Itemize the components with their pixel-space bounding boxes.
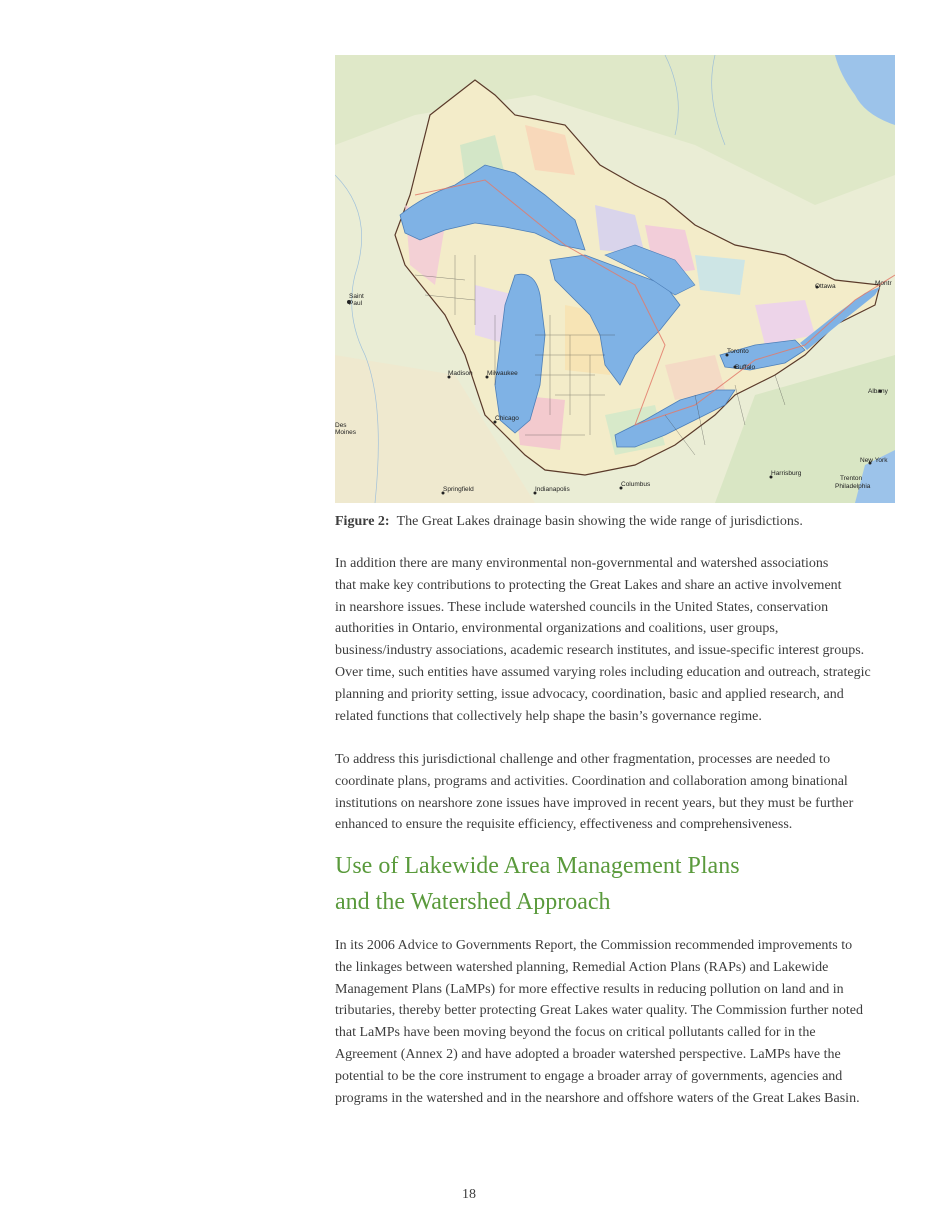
text-line: coordinate plans, programs and activities. Coordination and collaboration among binational: [335, 773, 848, 789]
text-line: planning and priority setting, issue advocacy, coordination, basic and applied research, and: [335, 686, 844, 702]
map-label-saint-paul: Saint Paul: [349, 293, 364, 307]
map-label-montreal: Montr: [875, 280, 892, 287]
map-label-springfield: Springfield: [443, 486, 474, 493]
text-line: In addition there are many environmental non-governmental and watershed associations: [335, 556, 829, 571]
text-line: institutions on nearshore zone issues have improved in recent years, but they must be further: [335, 795, 854, 811]
text-line: To address this jurisdictional challenge and other fragmentation, processes are needed to: [335, 752, 831, 767]
text-line: the linkages between watershed planning, Remedial Action Plans (RAPs) and Lakewide: [335, 959, 829, 975]
map-label-trenton: Trenton: [840, 475, 863, 482]
section-heading: [335, 848, 915, 920]
map-label-ottawa: Ottawa: [815, 283, 836, 290]
page-number: 18: [462, 1187, 476, 1202]
map-label-des-moines: Des Moines: [335, 422, 356, 436]
map-label-madison: Madison: [448, 370, 473, 377]
map-label-philadelphia: Philadelphia: [835, 483, 871, 490]
text-line: related functions that collectively help shape the basin’s governance regime.: [335, 708, 762, 724]
text-line: enhanced to ensure the requisite efficiency, effectiveness and comprehensiveness.: [335, 817, 793, 833]
paragraph-advice-report: [335, 935, 915, 1109]
paragraph-ngo-associations: [335, 553, 915, 727]
heading-line: Use of Lakewide Area Management Plans: [335, 853, 740, 879]
text-line: potential to be the core instrument to engage a broader array of governments, agencies and: [335, 1068, 843, 1084]
map-label-albany: Albany: [868, 388, 888, 395]
paragraph-jurisdictional-challenge: [335, 749, 915, 836]
map-label-harrisburg: Harrisburg: [771, 470, 802, 477]
text-line: tributaries, thereby better protecting Great Lakes water quality. The Commission further noted: [335, 1003, 863, 1019]
great-lakes-basin-map: [335, 55, 895, 503]
map-label-indianapolis: Indianapolis: [535, 486, 570, 493]
text-line: in nearshore issues. These include watershed councils in the United States, conservation: [335, 599, 829, 615]
map-label-columbus: Columbus: [621, 481, 651, 488]
map-label-toronto: Toronto: [727, 348, 749, 355]
map-label-chicago: Chicago: [495, 415, 519, 422]
figure-caption: [335, 512, 915, 532]
text-line: that LaMPs have been moving beyond the focus on critical pollutants called for in the: [335, 1025, 816, 1041]
map-label-milwaukee: Milwaukee: [487, 370, 518, 377]
text-line: Agreement (Annex 2) and have adopted a broader watershed perspective. LaMPs have the: [335, 1046, 841, 1062]
text-line: that make key contributions to protecting the Great Lakes and share an active involvement: [335, 577, 842, 593]
heading-line: and the Watershed Approach: [335, 889, 611, 915]
text-line: In its 2006 Advice to Governments Report, the Commission recommended improvements to: [335, 938, 853, 953]
text-line: programs in the watershed and in the nearshore and offshore waters of the Great Lakes Basin.: [335, 1090, 860, 1106]
map-label-new-york: New York: [860, 457, 888, 464]
figure-caption-text: The Great Lakes drainage basin showing the wide range of jurisdictions.: [396, 514, 803, 529]
text-line: Over time, such entities have assumed varying roles including education and outreach, strategic: [335, 664, 871, 680]
text-line: Management Plans (LaMPs) for more effective results in reducing pollution on land and in: [335, 981, 844, 997]
figure-label: Figure 2:: [335, 514, 390, 529]
map-graphic: [335, 55, 895, 503]
map-label-buffalo: Buffalo: [735, 364, 756, 371]
text-line: business/industry associations, academic research institutes, and issue-specific interest groups.: [335, 643, 865, 659]
text-line: authorities in Ontario, environmental organizations and coalitions, user groups,: [335, 621, 779, 637]
